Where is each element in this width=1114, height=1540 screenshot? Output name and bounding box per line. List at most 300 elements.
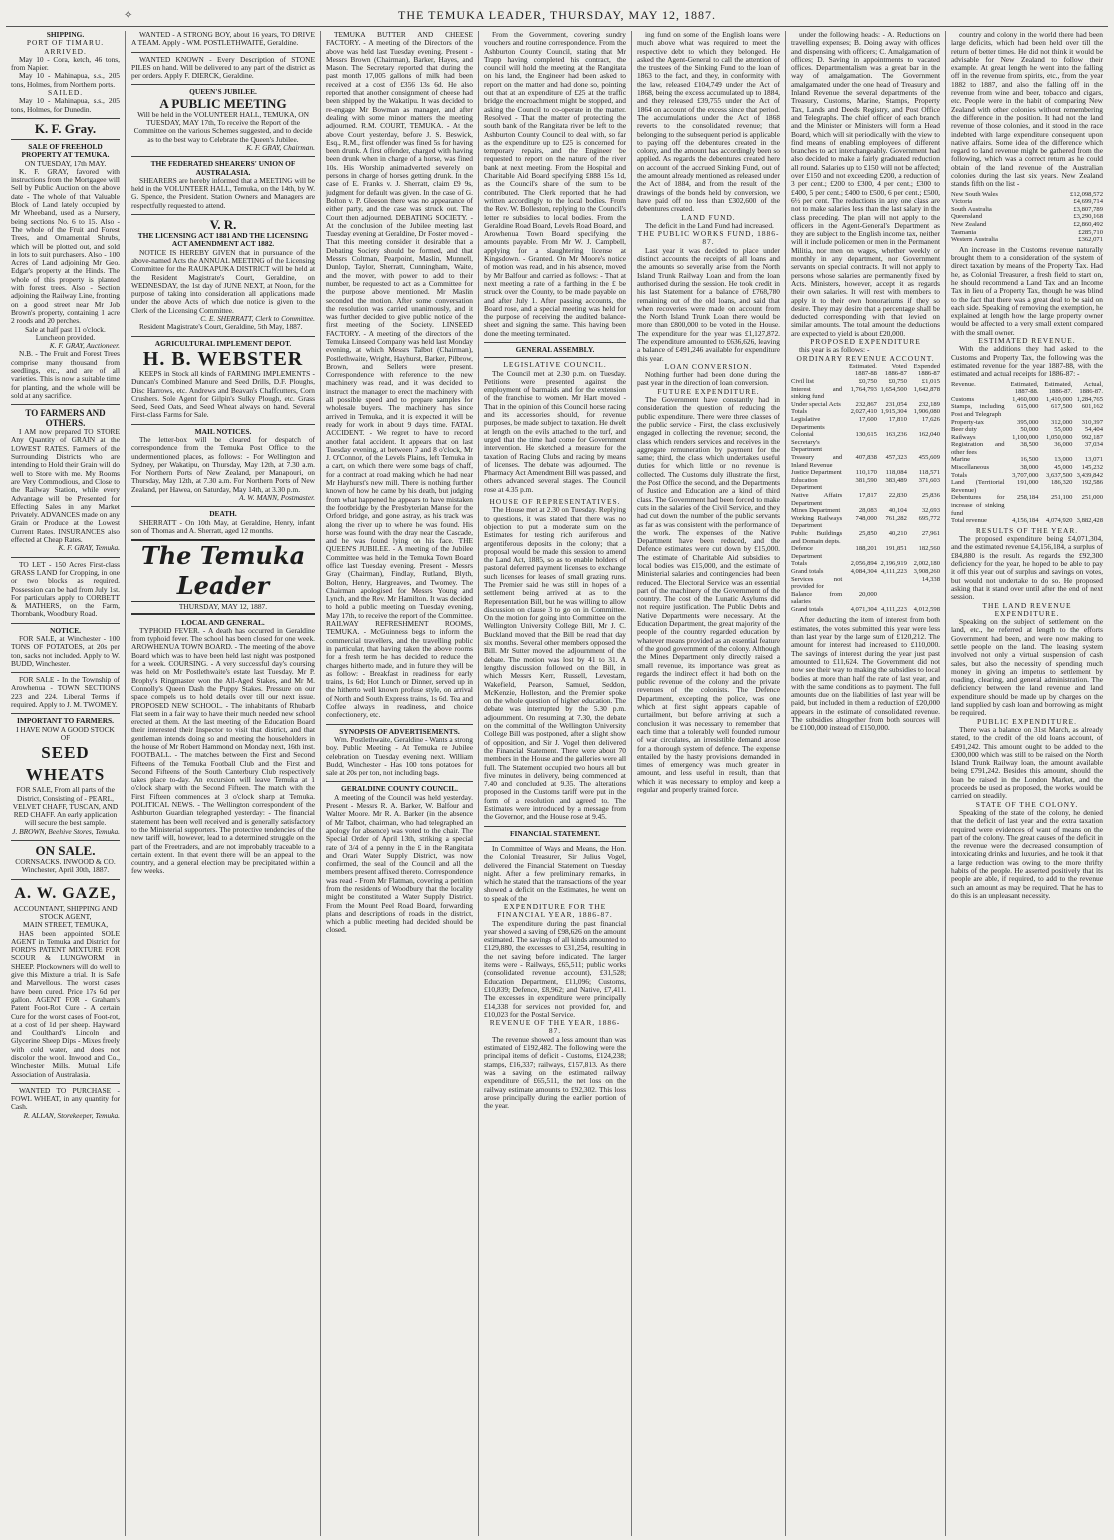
table-cell: Debentures for increase of sinking fund: [951, 494, 1005, 517]
important-heading: IMPORTANT TO FARMERS.: [17, 716, 114, 726]
sale-date: ON TUESDAY, 17th MAY.: [24, 158, 107, 168]
revenue-heading: REVENUE OF THE YEAR, 1886-87.: [489, 1018, 621, 1036]
legislative-heading: LEGISLATIVE COUNCIL.: [503, 360, 607, 370]
gaze-text: HAS been appointed SOLE AGENT in Temuka and District for FORD'S PATENT MIXTURE FOR SCOUR & LUNGWORM in SHEEP. Plockowners will do well to give this Mixture a trial. It is Safe and Marvellous. The worst cases have been cured. Price 17s 6d per gallon. AGENT FOR - Graham's Patent Foot-Rot Cure - A certain Cure for the worst cases of Foot-rot, at a cost of 1d per sheep. Hayward and Coulthard's Lincoln and Glycerine Sheep Dips - Mixes freely with cold water, and does not discolor the wool. Inwood and Co., Winchester Mills. Mutual Life Association of Australasia.: [11, 928, 120, 1079]
shipping-heading: SHIPPING.: [46, 31, 85, 39]
death-heading: DEATH.: [209, 509, 237, 519]
table-cell: Railways: [951, 433, 976, 441]
table-cell: 4,074,920: [1046, 517, 1073, 525]
table-row: [951, 472, 1103, 480]
table-cell: 4,156,184: [1012, 517, 1039, 525]
table-cell: 36,000: [1054, 441, 1073, 449]
sailed-heading: SAILED.: [47, 88, 84, 98]
column-1: [6, 31, 126, 1536]
table-cell: 1,100,000: [1012, 433, 1039, 441]
state-heading: STATE OF THE COLONY.: [975, 799, 1079, 809]
loan-text: Nothing further had been done during the past year in the direction of loan conversion.: [637, 370, 780, 388]
table-cell: 2,002,180: [913, 560, 940, 568]
table-row: [951, 403, 1103, 418]
table-row: [951, 229, 1103, 237]
table-row: [951, 426, 1103, 434]
table-cell: Native Affairs Department: [791, 491, 843, 507]
table-cell: Justice Department: [791, 469, 842, 477]
land-fund-text: The deficit in the Land Fund had increased.: [645, 220, 774, 230]
divider: [326, 724, 473, 725]
table-cell: 761,282: [885, 514, 907, 522]
table-cell: 145,232: [1081, 464, 1103, 472]
future-expenditure-text: The Government have constantly had in consideration the question of reducing the public expenditure. There were three classes of the public service - First, the class exclusively engaged in collecting the revenue; second, the class which renders services and receives in the aggregate remuneration by payment for the same; third, the class which undertakes useful duties for which little or no revenue is collected. The Customs duly illustrate the first, the Post Office the second, and the Departments of Justice and Education are a kind of third class. The Government had been forced to make cuts in the salaries of the Civil Service, and they had cut down the number of the public servants as far as was consistent with the performance of the work. The expenses of the Native Department have been reduced, and the Defence estimates were cut down by £15,000. The estimate of Charitable Aid subsidies to local bodies was £15,000, and the estimate of Ministerial salaries and contingencies had been reduced. The Electoral Service was an essential part of the machinery of the Government of the country. The cost of the Lunatic Asylums did not require justification. The Public Debts and Native Departments were necessary. At the Education Department, the great majority of the people of the country regarded education by whatever means provided as an essential feature of the good government of the colony. Although the Mines Department only directly raised a small revenue, its importance was great as regards the indirect effect it had both on the public revenue of the colony and the private revenues of the colonists. The Defence Department, excepting the police, was one which at first sight appears capable of curtailment, but before arriving at such a conclusion it was necessary to remember that each time that a tolerably well founded rumour of war circulates, an irresistible demand arose for a thorough system of defence. The expense entailed by the hasty provisions demanded in times of emergency was much greater in amount, and less useful in result, than that which it was necessary to employ and keep a regular and properly trained force.: [637, 395, 780, 795]
table-cell: 3,908,260: [913, 567, 940, 575]
vr-heading: V. R.: [209, 217, 237, 233]
divider: [11, 672, 120, 673]
council-heading: GERALDINE COUNTY COUNCIL.: [341, 784, 458, 794]
table-cell: Defence Department: [791, 545, 823, 560]
table-row: [951, 456, 1103, 464]
expenditure-heading: EXPENDITURE FOR THE FINANCIAL YEAR, 1886-87.: [497, 901, 613, 920]
table-row: [951, 396, 1103, 404]
table-cell: 1,906,080: [913, 408, 940, 416]
farmers-heading: TO FARMERS AND OTHERS.: [25, 408, 106, 429]
table-row: [791, 606, 940, 614]
licensing-place: Resident Magistrate's Court, Geraldine, 5th May, 1887.: [139, 322, 303, 332]
table-cell: 186,320: [1050, 479, 1073, 487]
legislative-text: The Council met at 2.30 p.m. on Tuesday. Petitions were presented against the employment of barmaids and for the extension of the franchise to women. Mr Hart moved - That in the opinion of this Council horse racing and its accessories should, for revenue purposes, be made subject to taxation. He dwelt at length on the evils attached to the turf, and urged that the time had come for Government intervention. He sketched a measure for the taxation of Racing Clubs and racing by means of licenses. The debate was adjourned. The Pharmacy Act Amendment Bill was passed, and others advanced several stages. The Council rose at 4.35 p.m.: [484, 368, 626, 494]
table-cell: £285,710: [1078, 228, 1103, 236]
table-cell: 381,590: [855, 476, 877, 484]
table-row: [951, 198, 1103, 206]
table-cell: Registration and other fees: [951, 441, 1005, 456]
table-row: [791, 507, 940, 515]
table-cell: 38,000: [1020, 464, 1039, 472]
expenditure-text: The expenditure during the past financial year showed a saving of £98,626 on the amount estimated. The savings of all kinds amounted to £129,880, the excesses to £31,254, resulting in the net saving before indicated. The larger items were - Railways, £65,511; public works (consolidated revenue account), £31,528; Education Department, £11,096; Customs, £10,839; Defence, £8,962; and Native, £7,411. The excesses in expenditure were principally £14,338 for services not provided for, and £10,023 for the Postal Service.: [484, 918, 626, 1019]
sale-time: Sale at half past 11 o'clock.: [25, 324, 106, 334]
synopsis-heading: SYNOPSIS OF ADVERTISEMENTS.: [339, 726, 460, 736]
table-cell: [877, 576, 907, 591]
table-cell: Grand totals: [791, 567, 824, 575]
table-row: [791, 401, 940, 409]
table-cell: £0,750: [888, 378, 907, 386]
masthead: [6, 4, 1108, 27]
synopsis-text: Wm. Postlethwaite, Geraldine - Wants a strong boy. Public Meeting - At Temuka re Jubilee celebration on Tuesday evening next. William Budd, Winchester - Has 100 tons potatoes for sale at 20s per ton, not including bags.: [326, 734, 473, 778]
notice-text: FOR SALE, at Winchester - 100 TONS OF POTATOES, at 20s per ton, sacks not included. Apply to W. BUDD, Winchester.: [11, 634, 120, 668]
table-cell: 1,460,000: [1012, 395, 1039, 403]
table-row: [791, 560, 940, 568]
divider: [326, 781, 473, 782]
table-cell: Estimated. 1887-88: [848, 362, 877, 378]
table-cell: 38,500: [1020, 441, 1039, 449]
table-cell: Western Australia: [951, 236, 998, 244]
table-cell: Legislative Departments: [791, 416, 825, 431]
table-cell: £12,098,572: [1070, 190, 1103, 198]
divider: [131, 84, 315, 85]
mail-text: The letter-box will be cleared for despatch of correspondence from the Temuka Post Office to the undermentioned places, as follows: - For Wellington and Sydney, per Wakatipu, on Thursday, May 12th, at 7.30 a.m. For Northern Ports of New Zealand, per Manapouri, on Thursday, May 12th, at 7.30 a.m. For Northern Ports of New Zealand, per Hawea, on Saturday, May 14th, at 3.30 p.m.: [131, 434, 315, 494]
public-meeting-signature: K. F. GRAY, Chairman.: [246, 142, 315, 152]
sale-text: K. F. GRAY, favored with instructions from the Mortgagee will Sell by Public Auction on the above date - The whole of that Valuable Block of Land lately occupied by Mr Wheeband, used as a Nursery, being sections No. 6 to 15. Also - The whole of the Fruit and Forest Trees, and Ornamental Shrubs, which will be plotted out, and sold in lots to suit purchasers. Also - 100 Acres of Land adjoining Mr Geo. Edgar's property at the Hinds. The whole of this property is planted with forest trees. Also - Section adjoining the Railway Line, fronting on a good street near Mr Job Brown's property, containing 1 acre 2 roods and 20 perches.: [11, 166, 120, 326]
table-row: [951, 419, 1103, 427]
table-cell: 231,054: [885, 400, 907, 408]
table-cell: 13,071: [1084, 456, 1103, 464]
table-cell: 3,637,500: [1046, 471, 1073, 479]
table-cell: £3,807,789: [1073, 205, 1103, 213]
future-expenditure-heading: FUTURE EXPENDITURE.: [657, 386, 760, 396]
for-sale-ad: FOR SALE - In the Township of Arowhenua - TOWN SECTIONS 223 and 224. Liberal Terms if required. Apply to J. M. TWOMEY.: [11, 675, 120, 710]
divider: [11, 623, 120, 624]
table-cell: Customs: [951, 395, 975, 403]
table-cell: 407,838: [855, 454, 877, 461]
divider: [11, 404, 120, 405]
after-table-text: After deducting the item of interest from both estimates, the votes submitted this year were less than last year by the large sum of £120,212. The amount for interest had increased to £110,000. The savings of interest during the year just past amounted to £11,624. The Government did not now see their way to making the subsidies to local bodies at more than half the rate of last year, and with the same conditions as to payment. The full amounts due on the liabilities of last year will be paid, but included in them a reduction of £20,000 appears in the estimate of consolidated revenue. The subsidies altogether from both sources will be £100,000 instead of £150,000.: [791, 615, 940, 733]
divider: [11, 713, 120, 714]
divider: [484, 826, 626, 827]
table-cell: 455,609: [918, 454, 940, 461]
public-meeting-heading: A PUBLIC MEETING: [159, 95, 287, 111]
table-cell: 383,489: [885, 476, 907, 484]
table-cell: Queensland: [951, 213, 983, 221]
column-3: [321, 31, 479, 1536]
webster-heading: H. B. WEBSTER: [142, 347, 304, 370]
land-revenue-text: Speaking on the subject of settlement on the land, etc., he referred at length to the efforts Government had been, and were now making to settle people on the land. The leasing system involved not only a virtual suspension of cash sales, but also the necessity of spending much money in giving an impetus to settlement by roading, clearing, and general administration. The deficiency between the land revenue and land expenditure should be made up by charges on the land supplied by cash loan and borrowing as might be required.: [951, 617, 1103, 718]
divider: [131, 214, 315, 215]
table-cell: 2,196,919: [880, 560, 907, 568]
divider: [484, 342, 626, 343]
public-expenditure-heading: PUBLIC EXPENDITURE.: [977, 716, 1077, 726]
dateline: THURSDAY, MAY 12, 1887.: [131, 602, 315, 614]
table-row: [951, 517, 1103, 525]
estimated-revenue-text: With the additions they had asked to the Customs and Property Tax, the following was the estimated revenue for the year 1887-88, with the estimated and actual receipts for 1886-87: -: [951, 344, 1103, 379]
table-cell: 40,104: [888, 507, 907, 515]
table-cell: 118,084: [885, 469, 907, 477]
table-cell: 1,915,304: [880, 408, 907, 416]
webster-text: KEEPS in Stock all kinds of FARMING IMPLEMENTS - Duncan's Combined Manure and Seed Drills, D.F. Ploughs, Disc Harrows, etc. Andrews and Beavan's Chaffcutters, Corn Crushers. Sole Agent for Gilpin's Sulky Plough, etc. Grass Seed, Seed Oats, and Seed Wheat always on hand. Several First-class Farms for Sale.: [131, 368, 315, 420]
mail-signature: A. W. MANN, Postmaster.: [239, 493, 315, 503]
shearers-text: SHEARERS are hereby informed that a MEETING will be held in the VOLUNTEER HALL, Temuka, on the 14th, by W. G. Spence, the President. Station Owners and Managers are respectfully requested to attend.: [131, 175, 315, 210]
house-heading: HOUSE OF REPRESENTATIVES.: [489, 497, 621, 507]
reductions-text: under the following heads: - A. Reductions on travelling expenses; B. Doing away with offices and dispensing with officers; C. Amalgamation of offices; D. Saving in appointments to vacated offices. Departmentalism was a great bar in the way of amalgamation. The Government amalgamated under the one head of Treasury and Inland Revenue the several departments of the Treasury, Customs, Marine, Stamps, Property Tax, Lands and Deeds Registry, and Post Office and Telegraphs. The chief officer of each branch and the Minister or Ministers will form a Head Board, which will sit periodically with the view to find means of enabling employees of different branches to act interchangeably. Government had also decided to make a fairly graduated reduction all round. Salaries up to £150 will not be affected; over £150 and not exceeding £200, a reduction of 3 per cent.; £200 to £300, 4 per cent.; £300 to £400, 5 per cent.; £400 to £500, 6 per cent.; £500, 6½ per cent. The reductions in any one class are not to make salaries less than the last salary in the class preceding. The plan will not apply to the officers in the Agent-General's Department as they are subject to the English income tax, neither will it include policemen or men in the Permanent Militia, nor men on wages, whether weekly or monthly in any department, nor Government servants on special contracts. It will not apply to persons whose salaries are permanently fixed by Acts. Ministers, however, accept it as regards their own salaries. It will rest with members to apply it to their own honorariums if they so desire. They may desire that a percentage shall be deducted corresponding with that levied on similar amounts. The total amount the deductions are expected to yield is about £20,000.: [791, 31, 940, 338]
table-cell: 371,603: [918, 476, 940, 484]
column-4: [479, 31, 632, 1536]
table-cell: £2,860,492: [1073, 221, 1103, 229]
table-cell: 37,034: [1084, 441, 1103, 449]
table-cell: Beer duty: [951, 426, 977, 434]
table-row: [791, 378, 940, 386]
depot-heading: AGRICULTURAL IMPLEMENT DEPOT.: [154, 338, 292, 348]
gaze-address: MAIN STREET, TEMUKA,: [22, 920, 109, 930]
table-cell: 54,404: [1084, 426, 1103, 434]
assembly-heading: GENERAL ASSEMBLY.: [515, 344, 595, 354]
proposed-expenditure-heading: PROPOSED EXPENDITURE: [810, 336, 921, 346]
divider: [484, 357, 626, 358]
gaze-subheading: ACCOUNTANT, SHIPPING AND STOCK AGENT,: [13, 903, 118, 921]
loan-heading: LOAN CONVERSION.: [664, 361, 753, 371]
table-row: [951, 213, 1103, 221]
divider: [11, 557, 120, 558]
table-row: [951, 236, 1103, 244]
house-text: The House met at 2.30 on Tuesday. Replying to questions, it was stated that there was no objection to put a moderate sum on the Estimates for testing rich auriferous and argentiferous deposits in the colony; that a proposal would be made this session to amend the Land Act, 1885, so as to enable holders of pastoral deferred payment licenses to exchange such licenses for leases of small grazing runs. The Premier said he was still in hopes of a settlement being arrived at as to the Representation Bill, but he was willing to allow discussion on clause 3 to go on in Committee. On the motion for going into Committee on the Wellington University College Bill, Mr J. C. Buckland moved that the Bill be read that day six months. Several other members opposed the Bill. Mr Sutter moved the adjournment of the debate. The motion was lost by 41 to 31. A lengthy discussion followed on the Bill, in which Messrs Kerr, Russell, Levestam, Wakefield, Pearson, Samuel, Seddon, McKenzie, Holleston, and the Premier spoke on the whole question of higher education. The debate was interrupted by the 5.30 p.m. adjournment. On resuming at 7.30, the debate on the committal of the Wellington University College Bill was postponed, after a slight show of opposition, and Sir J. Vogel then delivered the Financial Statement. There were about 70 members in the House and the galleries were all full. The Statement occupied two hours all but five minutes in delivery, being commenced at 7.40 and concluded at 9.35. The alterations proposed in the Customs tariff were put in the form of a resolution and agreed to. The Estimates were introduced by a message from the Governor, and the House rose at 9.45.: [484, 505, 627, 822]
table-cell: 748,000: [855, 514, 877, 522]
table-cell: 251,100: [1050, 494, 1073, 502]
table-row: [951, 479, 1103, 494]
proposed-expenditure-sub: this year is as follows: -: [799, 345, 870, 355]
results-text: The proposed expenditure being £4,071,304, and the estimated revenue £4,156,184, a surplus of £84,880 is the result. As regards the £92,300 deficiency for the year, he hoped to be able to pay it off this year out of surplus and savings on votes, but would not undertake to do so. He proposed asking that it stand over until after the end of next session.: [951, 534, 1103, 602]
table-cell: Total revenue: [951, 517, 987, 525]
divider: [11, 118, 120, 119]
financial-heading: FINANCIAL STATEMENT.: [510, 828, 600, 838]
table-cell: Totals: [951, 471, 968, 479]
farmers-text: I AM now prepared TO STORE Any Quantity of GRAIN at the LOWEST RATES. Farmers of the Surrounding Districts who are intending to Hold their Grain will do well to Store with me. My Rooms are Very Commodious, and Close to the Railway Station, while every Advantage will be Presented for Effecting Sales in any Market Privately. ADVANCES made on any Grain or Produce at the Lowest Current Rates. INSURANCES also effected at Cheap Rates.: [11, 427, 120, 545]
table-cell: Education Department: [791, 476, 823, 492]
table-header: [791, 363, 940, 378]
table-cell: Balance from salaries: [791, 590, 843, 606]
shearers-heading: THE FEDERATED SHEARERS' UNION OF AUSTRALASIA.: [150, 159, 296, 177]
table-cell: 3,882,428: [1076, 517, 1103, 525]
table-cell: £362,071: [1078, 236, 1103, 244]
table-cell: [877, 591, 907, 606]
table-cell: 232,189: [918, 400, 940, 408]
table-cell: 258,184: [1017, 494, 1039, 502]
table-cell: [791, 363, 842, 378]
arrived-heading: ARRIVED.: [44, 46, 87, 56]
public-works-heading: THE PUBLIC WORKS FUND, 1886-87.: [637, 229, 780, 247]
table-row: [951, 206, 1103, 214]
table-cell: [842, 576, 877, 591]
table-row: [791, 576, 940, 591]
table-cell: Property-tax: [951, 418, 984, 426]
table-row: [791, 515, 940, 530]
local-heading: LOCAL AND GENERAL.: [181, 617, 265, 627]
table-cell: 162,040: [918, 431, 940, 439]
table-cell: 1,764,793: [850, 385, 877, 393]
colonies-table: [951, 191, 1103, 244]
table-cell: £4,699,714: [1073, 198, 1103, 206]
table-cell: 130,615: [855, 431, 877, 439]
table-cell: 191,000: [1017, 479, 1039, 487]
table-row: [791, 469, 940, 477]
table-cell: 17,600: [858, 416, 877, 424]
table-row: [791, 408, 940, 416]
gaze-heading: A. W. GAZE,: [14, 884, 117, 902]
ornament-icon: ✧: [124, 9, 133, 21]
table-cell: Grand totals: [791, 605, 824, 613]
table-cell: Under special Acts: [791, 400, 841, 408]
table-row: [791, 416, 940, 431]
table-cell: 25,836: [921, 491, 940, 499]
table-row: [951, 191, 1103, 199]
public-works-text: Last year it was decided to place under distinct accounts the receipts of all loans and the amounts so severally arise from the North Island Trunk Railway Loan and from the loan authorised during the session. He took credit in his last Statement for a balance of £768,780 remaining out of the old loans, and said that when recoveries were made on account from the North Island Trunk Loan there would be more than £800,000 to be voted in the House. The expenditure for the year was £1,127,872. The expenditure amounted to £636,626, leaving a balance of £491,246 available for expenditure this year.: [637, 245, 780, 363]
divider: [131, 156, 315, 157]
property-tax-text: An increase in the Customs revenue naturally brought them to a consideration of the system of direct taxation by means of the Property Tax. Had he, as Colonial Treasurer, a fresh field to start on, he should recommend a Land Tax and an Income Tax in lieu of a Property Tax, though he was blind to the fact that there was a great deal to be said on each side. Speaking of removing the exemption, he explained at length how the large property owner would be affected to a very small extent compared with the small owner.: [951, 244, 1103, 337]
table-cell: Voted 1886-87: [884, 362, 907, 378]
revenue-table: [951, 381, 1103, 525]
public-expenditure-text: There was a balance on 31st March, as already stated, to the credit of the old loans account, of £491,242. This amount ought to be added to the £300,000 which was still to be raised on the North Island Trunk Railway loan, the amount available being £791,242. Besides this amount, should the loan be raised in the London Market, and the proceeds be used as proposed, the works would be carried on steadily.: [951, 724, 1103, 801]
column-5: [632, 31, 786, 1536]
table-cell: 1,410,000: [1046, 395, 1073, 403]
table-cell: [907, 591, 940, 606]
table-cell: Victoria: [951, 198, 973, 206]
table-cell: Marine: [951, 456, 971, 464]
table-cell: Actual, 1886-87.: [1079, 380, 1103, 396]
paper-title: The Temuka Leader: [131, 539, 315, 602]
wanted-known-ad: WANTED KNOWN - Every Description of STONE PILES on hand. Will be delivered to any part of the district as per orders. Apply F. DIERCK, Geraldine.: [131, 54, 315, 81]
local-news-continued: TEMUKA BUTTER AND CHEESE FACTORY. - A meeting of the Directors of the above was held last Tuesday evening. Present - Messrs Brown (Chairman), Barker, Hayes, and Mason. The Secretary reported that during the past month 17,005 gallons of milk had been received at a cost of £356 13s 6d. He also reported that another consignment of cheese had been shipped by the Wakatipu. It was decided to re-engage Mr Bowman as manager, and after dealing with some minor matters the meeting adjourned. R.M. COURT, TEMUKA. - At the above Court yesterday, before J. S. Beswick, Esq., R.M., first offender was fined 5s for having been drunk. A first offender, charged with having been drunk when in charge of a horse, was fined 10s. His Worship animadverted severely on persons in charge of horses getting drunk. In the case of E. Franks v. J. Sherratt, claim £9 9s, judgment for default was given. In the case of G. Bolton v. P. Gleeson there was no appearance of either party, and the case was struck out. The Court then adjourned. DEBATING SOCIETY. - At the conclusion of the Jubilee meeting last Tuesday evening at Geraldine, Dr Foster moved - That this meeting consider it desirable that a Debating Society should be formed, and that Messrs Coltman, Pearpoint, Maslin, Munnell, Dunlop, Taylor, Sherratt, Cunningham, Waite, and the mover, with power to add to their number, be requested to act as a Committee for the purpose above mentioned. Mr Maslin seconded the motion. After some conversation the resolution was carried unanimously, and it was further decided to give public notice of the first meeting of the Society. LINSEED FACTORY. - A meeting of the directors of the Temuka Linseed Company was held last Monday evening, at which Messrs Talbot (Chairman), Postlethwaite, Wright, Hayhurst, Barker, Pilbrow, Brown, and Sellers were present. Correspondence with reference to the new machinery was read, and it was decided to instruct the manager to erect the machinery with all possible speed and to prepare samples for wholesale buyers. The machinery has since arrived in Temuka, and it is expected it will be ready for work in about 9 days time. FATAL ACCIDENT. - We regret to have to record another fatal accident. It appears that on last Tuesday evening, at between 7 and 8 o'clock, Mr J. O'Connor, of the Levels Plains, left Temuka in a cart, on which there were some bags of chaff, for a contract at road making which he had near Mr Hayhurst's new mill. There is nothing further known of how he came by his death, but judging from what happened he appears to have mistaken the footbridge by the Presbyterian Manse for the Orford bridge, and gone astray, as his track was along the river up to where he was found. His horse was found with the dray near the Cascade, and he was found lying on his face. THE QUEEN'S JUBILEE. - A meeting of the Jubilee Committee was held in the Temuka Town Board office last Tuesday evening. Present - Messrs Gray (Chairman), Findlay, Rutland, Blyth, Bolton, Henry, Hargreaves, and Twomey. The Chairman apologised for Messrs Young and Lynch, and the Rev. Mr Hamilton. It was decided to hold a public meeting on Tuesday evening, May 17th, to receive the report of the Committee. RAILWAY REFRESHMENT ROOMS, TEMUKA. - McGuinness begs to inform the commercial travellers, and the travelling public in particular, that having taken the above rooms for a fresh term he has decided to reduce the charges hitherto made, and in future they will be as follow: - Breakfast in readiness for early trains, 1s 6d; Hot Lunch or Dinner, served up in the hitherto well known profuse style, on arrival of North and South Express trains, 1s 6d. Tea and Coffee always in readiness, and choice confectionery, etc.: [326, 31, 473, 720]
table-cell: South Australia: [951, 205, 992, 213]
table-cell: Working Railways Department: [791, 514, 843, 530]
wanted-boy-ad: WANTED - A STRONG BOY, about 16 years, TO DRIVE A TEAM. Apply - WM. POSTLETHWAITE, Geraldine.: [131, 31, 315, 48]
table-row: [791, 492, 940, 507]
table-row: [791, 431, 940, 454]
table-header: [951, 381, 1103, 396]
table-cell: Interest and sinking fund: [791, 385, 843, 401]
on-sale-text: CORNSACKS. INWOOD & CO. Winchester, April 30th, 1887.: [15, 857, 116, 875]
agent-name: K. F. Gray.: [34, 120, 97, 136]
table-row: [791, 477, 940, 492]
table-cell: 16,500: [1020, 456, 1039, 464]
estimated-revenue-heading: ESTIMATED REVENUE.: [978, 336, 1076, 346]
table-cell: New Zealand: [951, 221, 987, 229]
seed-text: FOR SALE, From all parts of the District, Consisting of - PEARL, VELVET CHAFF, TUSCAN, AND RED CHAFF. An early application will secure the best sample.: [12, 785, 119, 828]
table-cell: 695,772: [918, 514, 940, 522]
state-text: Speaking of the state of the colony, he denied that the deficit of last year and the extra taxation required were evidences of want of means on the part of the colony. The great causes of the deficit in the revenue were the decreased consumption of intoxicating drinks and luxuries, and he took it that a large reduction was owing to the more thrifty habits of the people. He asserted positively that its people are able, if required, to add to the revenue such an amount as may be required. That he has to do this is an unpleasant necessity.: [951, 807, 1103, 900]
table-cell: Treasury and Inland Revenue: [791, 454, 843, 469]
table-cell: 14,338: [921, 575, 940, 583]
divider: [11, 879, 120, 880]
table-cell: Expended 1886-87: [913, 362, 940, 378]
public-meeting-text: Will be held in the VOLUNTEER HALL, TEMUKA, ON TUESDAY, MAY 17th, To receive the Report of the Committee on the various Schemes suggested, and to decide as to the best way to Celebrate the Queen's Jubilee.: [133, 109, 313, 144]
table-cell: 992,187: [1081, 433, 1103, 441]
divider: [131, 52, 315, 53]
table-cell: Totals: [791, 560, 808, 568]
table-cell: Colonial Secretary's Department: [791, 431, 823, 454]
table-cell: 27,961: [921, 529, 940, 537]
table-cell: 22,830: [888, 491, 907, 499]
table-cell: 4,111,223: [881, 567, 907, 575]
expenditure-table: [791, 363, 940, 614]
land-fund-heading: LAND FUND.: [681, 212, 736, 222]
table-cell: Civil list: [791, 378, 814, 386]
table-cell: 188,201: [855, 545, 877, 553]
column-2: [126, 31, 321, 1536]
table-cell: Tasmania: [951, 228, 977, 236]
table-cell: 4,084,304: [850, 567, 877, 575]
table-cell: 110,170: [855, 469, 877, 477]
table-cell: 17,626: [921, 416, 940, 424]
table-cell: 2,027,410: [850, 408, 877, 416]
table-cell: 457,323: [885, 454, 907, 461]
table-cell: 1,284,765: [1076, 395, 1103, 403]
table-cell: £3,290,168: [1073, 213, 1103, 221]
table-cell: 20,000: [858, 590, 877, 598]
seed-intro: I HAVE NOW A GOOD STOCK OF: [16, 724, 115, 742]
page-header: THE TEMUKA LEADER, THURSDAY, MAY 12, 1887.: [397, 7, 717, 22]
divider: [11, 139, 120, 140]
sale-signature: K. F. GRAY, Auctioneer.: [49, 341, 120, 351]
table-cell: New South Wales: [951, 190, 998, 198]
table-cell: 45,000: [1054, 464, 1073, 472]
table-cell: 395,000: [1017, 418, 1039, 426]
port-heading: PORT OF TIMARU.: [26, 38, 105, 48]
table-row: [951, 464, 1103, 472]
table-cell: Estimated, 1887-88.: [1010, 380, 1039, 396]
financial-text: In Committee of Ways and Means, the Hon. the Colonial Treasurer, Sir Julius Vogel, delivered the Financial Statement on Tuesday night. After a few preliminary remarks, in which he stated that the transactions of the year showed a deficit on the Estimates, he went on to speak of the: [484, 843, 626, 903]
table-cell: Land (Territorial Revenue): [951, 479, 1005, 494]
seed-signature: J. BROWN, Beehive Stores, Temuka.: [12, 826, 120, 836]
table-cell: Mines Department: [791, 507, 841, 515]
table-cell: Stamps, including Post and Telegraph: [951, 403, 1005, 418]
table-cell: Revenue.: [951, 380, 976, 388]
divider: [131, 506, 315, 507]
table-row: [951, 441, 1103, 456]
sailing-entry: May 10 - Mahinapua, s.s., 205 tons, Holmes, for Dunedin.: [11, 96, 120, 114]
table-cell: 163,236: [885, 431, 907, 439]
table-cell: 1,654,500: [880, 385, 907, 393]
table-cell: 617,500: [1050, 403, 1073, 411]
table-cell: £0,750: [858, 378, 877, 386]
local-text: TYPHOID FEVER. - A death has occurred in Geraldine from typhoid fever. The school has been closed for one week. AROWHENUA TOWN BOARD. - The meeting of the above Board which was to have been held last night was postponed for a week. COURSING. - A very successful day's coursing was held on Mr Postlethwaite's estate last Tuesday. Mr P. Brophy's Ringmaster won the All-Aged Stakes, and Mr M. Connolly's Queen Dash the Puppy Stakes. Pressure on our space compels us to hold details over till our next issue. PROPOSED NEW SCHOOL. - The inhabitants of Rhubarb Flat seem in a fair way to have their much needed new school erected at them. At the last meeting of the Education Board their interested their Inspector to visit that district, and that gentleman intends doing so and meeting the householders in the house of Mr Robert Hammond on Monday next, 16th inst. FOOTBALL. - The matches between the First and Second Fifteens of the Temuka Football Club and the First and Second Fifteens of the South Canterbury Club respectively takes place to-day. An excursion will leave Temuka at 1 o'clock sharp with the Second Fifteen. The match with the First Fifteen commences at 3 o'clock sharp at Temuka. POLITICAL NEWS. - The Wellington correspondent of the Ashburton Guardian telegraphed yesterday: - The financial statement has been well received and is generally satisfactory to the Ministerial supporters. The protective tendencies of the new tariff will, however, lead to a determined struggle on the part of the Freetraders, and are not improbably traceable to a certain extent. In that event there will be an appeal to the country, and a general election may be precipitated within a few weeks.: [131, 625, 315, 876]
table-cell: 17,817: [858, 491, 877, 499]
table-cell: 17,810: [888, 416, 907, 424]
table-cell: Totals: [791, 408, 808, 416]
notice-heading: NOTICE.: [49, 625, 81, 635]
table-cell: Services not provided for: [791, 575, 843, 591]
table-cell: 4,071,304: [850, 605, 877, 613]
licensing-signature: C. E. SHERRATT, Clerk to Committee.: [200, 314, 315, 324]
farmers-signature: K. F. GRAY, Temuka.: [58, 543, 120, 553]
table-row: [791, 530, 940, 545]
table-cell: 50,000: [1020, 426, 1039, 434]
sale-heading: SALE OF FREEHOLD PROPERTY AT TEMUKA.: [21, 141, 110, 160]
arrival-entry: May 10 - Cora, ketch, 46 tons, from Napier.: [11, 54, 120, 73]
table-cell: 3,439,842: [1076, 471, 1103, 479]
table-row: [791, 545, 940, 560]
sinking-fund-text: ing fund on some of the English loans were much above what was required to meet the respective debt to which they belonged. He asked the Agent-General to call the attention of the trustees of the Sinking Fund to the loan of 1863 to the fact, and they, in conformity with the law, released £104,749 under the Act of 1868, being the excess accumulated up to 1884, and they released £39,755 under the Act of 1864 on account of the excess since that period. The accumulations under the Act of 1868 reverts to the consolidated revenue; that belonging to the subsequent period is applicable to paying off the debentures created in the colony, and the amount has accordingly been so applied. As regards the debentures created here on account of the accrued Sinking Fund, out of the amount already mentioned as released under the Act of 1884, and from the result of the drawings of the bonds held by conversion, we have paid off no less than £302,600 of the debentures created.: [637, 31, 780, 214]
table-cell: 40,210: [888, 529, 907, 537]
table-cell: 182,560: [918, 545, 940, 553]
table-cell: 4,012,598: [913, 605, 940, 613]
table-cell: £1,015: [921, 378, 940, 386]
divider: [131, 336, 315, 337]
table-cell: 601,162: [1081, 403, 1103, 411]
council-text: A meeting of the Council was held yesterday. Present - Messrs R. A. Barker, W. Balfour and Walter Moore. Mr R. A. Barker (in the absence of Mr Talbot, chairman, who had telegraphed an apology for absence) was voted to the chair. The Special Order of April 13th, striking a special rate of 3/4 of a penny in the £ in the Rangitata and Orari Water Supply District, was now confirmed, the seal of the Council and all the members present affixed thereto. Correspondence was read - From Mr Flatman, covering a petition from the residents of Woodbury that the locality might be constituted a Water Supply District. From the Mount Peel Road Board, forwarding plans and descriptions of roads in the district, which a public meeting had decided should be closed.: [326, 792, 474, 935]
table-cell: 4,111,223: [881, 605, 907, 613]
licensing-text: NOTICE IS HEREBY GIVEN that in pursuance of the above-named Acts the ANNUAL MEETING of the Licensing Committee for the RAUKAPUKA DISTRICT will be held at the Resident Magistrate's Court, Geraldine, on WEDNESDAY, the 1st day of JUNE NEXT, at Noon, for the purpose of taking into consideration all applications made under the above Acts of which due notice is given to the Clerk of the Licensing Committee.: [131, 247, 315, 315]
luncheon-note: Luncheon provided.: [35, 332, 96, 342]
table-cell: 13,000: [1054, 456, 1073, 464]
council-continued: From the Government, covering sundry vouchers and routine correspondence. From the Ashburton County Council, stating that Mr Trapp having completed his contract, the council will hold the meeting at the Rangitata on his land, the Engineer had been asked to report on the matter and had done so, pointing out that at an expenditure of £25 at the traffic bridge the encroachment might be stopped, and asking the Council to co-operate in the matter. Resolved - That the matter of protecting the south bank of the Rangitata river be left to the Ashburton County Council to deal with, so far as the expenditure up to £25 is concerned for temporary repairs, and the Engineer be requested to report on the nature of the river bank at next meeting. From the Hospital and Charitable Aid Board specifying £888 15s 1d, as the Council's share of the sum to be contributed. The Clerk reported that he had written accordingly to the local bodies. From the Rev. W. Bolleston, replying to the Council's letter re subsidies to local bodies. From the Geraldine Road Board, Levels Road Board, and Arowhenua Town Board specifying the amounts payable. From Mr W. J. Campbell, applying for a slaughtering license at Kingsdown. - Granted. On Mr Moore's notice of motion was read, and in his absence, moved by Mr Balfour and carried as follows: - That at next meeting a rate of a farthing in the £ be struck over the County, to be made payable on and after July 1. After passing accounts, the Board rose, and a special meeting was held for the purpose of receiving the audited balance-sheet and signing the same. This having been done the meeting terminated.: [484, 31, 626, 338]
revenue-text: The revenue showed a less amount than was estimated of £192,482. The following were the principal items of deficit - Customs, £124,238; stamps, £16,337; railways, £157,813. As there was a saving on the estimated railway expenditure of £65,511, the net loss on the railway estimate amounts to £92,302. This loss arose principally during the earlier portion of the year.: [484, 1034, 626, 1111]
wanted-fowl-wheat: WANTED TO PURCHASE - FOWL WHEAT, in any quantity for Cash.: [11, 1085, 120, 1112]
table-cell: 192,586: [1081, 479, 1103, 487]
table-cell: 310,397: [1081, 418, 1103, 426]
table-row: [951, 494, 1103, 517]
table-cell: Estimated, 1886-87.: [1044, 380, 1073, 396]
divider: [11, 1083, 120, 1084]
table-cell: 118,571: [918, 469, 940, 477]
jubilee-heading: QUEEN'S JUBILEE.: [189, 87, 257, 97]
table-cell: 28,083: [858, 507, 877, 515]
column-7: [946, 31, 1108, 1536]
table-row: [791, 454, 940, 469]
divider: [484, 841, 626, 842]
table-cell: 191,851: [885, 545, 907, 553]
licensing-heading: THE LICENSING ACT 1881 AND THE LICENSING ACT AMENDMENT ACT 1882.: [137, 231, 309, 249]
land-revenue-heading: THE LAND REVENUE EXPENDITURE.: [982, 600, 1072, 618]
divider: [11, 840, 120, 841]
table-cell: 32,693: [921, 507, 940, 515]
table-cell: 25,850: [858, 529, 877, 537]
ordinary-revenue-heading: ORDINARY REVENUE ACCOUNT.: [796, 353, 935, 363]
sale-note: N.B. - The Fruit and Forest Trees comprise many thousand from seedlings, etc., and are of all varieties. This is now a suitable time for planting, and the whole will be sold at any sacrifice.: [11, 349, 120, 400]
mail-heading: MAIL NOTICES.: [194, 426, 252, 436]
table-cell: 1,642,878: [913, 385, 940, 393]
